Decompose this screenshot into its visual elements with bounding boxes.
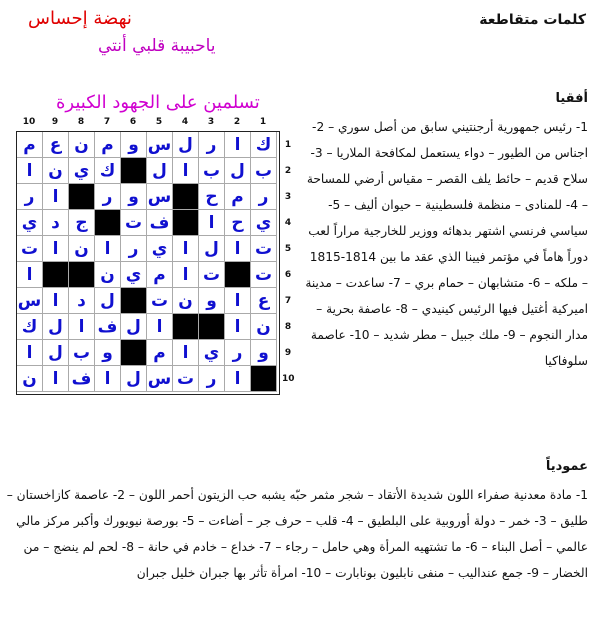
row-number: 10 — [282, 374, 295, 384]
letter-cell: م — [95, 132, 121, 158]
letter-cell: ل — [95, 288, 121, 314]
letter-cell: ن — [43, 158, 69, 184]
black-cell — [121, 288, 147, 314]
letter-cell: ا — [95, 366, 121, 392]
letter-cell: ا — [225, 236, 251, 262]
black-cell — [199, 314, 225, 340]
letter-cell: ك — [95, 158, 121, 184]
letter-cell: ل — [43, 314, 69, 340]
letter-cell: د — [43, 210, 69, 236]
letter-cell: ا — [225, 288, 251, 314]
row-number: 6 — [284, 270, 292, 280]
black-cell — [43, 262, 69, 288]
letter-cell: س — [17, 288, 43, 314]
letter-cell: ت — [121, 210, 147, 236]
letter-cell: ا — [43, 184, 69, 210]
letter-cell: ف — [69, 366, 95, 392]
column-number: 9 — [51, 117, 59, 127]
letter-cell: ر — [121, 236, 147, 262]
letter-cell: و — [251, 340, 277, 366]
black-cell — [173, 184, 199, 210]
letter-cell: ا — [225, 314, 251, 340]
letter-cell: ر — [199, 132, 225, 158]
black-cell — [225, 262, 251, 288]
letter-cell: ف — [95, 314, 121, 340]
letter-cell: ل — [121, 314, 147, 340]
column-number: 6 — [129, 117, 137, 127]
letter-cell: ن — [69, 132, 95, 158]
letter-cell: ر — [199, 366, 225, 392]
letter-cell: ع — [43, 132, 69, 158]
letter-cell: ب — [251, 158, 277, 184]
letter-cell: ي — [251, 210, 277, 236]
letter-cell: ل — [225, 158, 251, 184]
column-number: 10 — [22, 117, 36, 127]
letter-cell: ا — [17, 340, 43, 366]
column-number: 4 — [181, 117, 189, 127]
row-number: 1 — [284, 140, 292, 150]
letter-cell: ا — [173, 340, 199, 366]
row-number: 7 — [284, 296, 292, 306]
letter-cell: س — [147, 184, 173, 210]
row-number: 3 — [284, 192, 292, 202]
crossword-area — [8, 117, 296, 403]
letter-cell: ي — [199, 340, 225, 366]
letter-cell: و — [95, 340, 121, 366]
across-clues: 1- رئيس جمهورية أرجنتيني سابق من أصل سوري – 2- اجناس من الطيور – دواء يستعمل لمكافحة الملاريا – 3- سلاح قديم – حائط يلف القصر – مقياس أرضي للمساحة – 4- للمنادى – منظمة فلسطينية – حيوان أليف – 5- سياسي فرنسي اشتهر بدهائه ووزير للخارجية مراراً لعب دوراً هاماً في مؤتمر فيينا الذي عقد ما بين 1814-1815 – ملكه – 6- متشابهان – حمام بري – 7- ساعدت – مدينة اميركية أغتيل فيها الرئيس كينيدي – 8- عاصفة بحرية – مدار النجوم – 9- ملك جبيل – مطر شديد – 10- عاصمة سلوفاكيا — [305, 120, 588, 368]
letter-cell: ب — [69, 340, 95, 366]
black-cell — [251, 366, 277, 392]
signature-line-3: تسلمين على الجهود الكبيرة — [56, 92, 260, 113]
letter-cell: ي — [69, 158, 95, 184]
letter-cell: ت — [173, 366, 199, 392]
letter-cell: ك — [251, 132, 277, 158]
letter-cell: ا — [173, 236, 199, 262]
letter-cell: ن — [95, 262, 121, 288]
letter-cell: ل — [173, 132, 199, 158]
letter-cell: ن — [69, 236, 95, 262]
letter-cell: م — [17, 132, 43, 158]
row-number: 9 — [284, 348, 292, 358]
letter-cell: ن — [17, 366, 43, 392]
letter-cell: ن — [251, 314, 277, 340]
letter-cell: ي — [147, 236, 173, 262]
letter-cell: ت — [147, 288, 173, 314]
letter-cell: ا — [199, 210, 225, 236]
letter-cell: ل — [43, 340, 69, 366]
row-number: 8 — [284, 322, 292, 332]
letter-cell: ا — [173, 262, 199, 288]
column-number: 7 — [103, 117, 111, 127]
letter-cell: ي — [121, 262, 147, 288]
letter-cell: ر — [95, 184, 121, 210]
column-number: 8 — [77, 117, 85, 127]
letter-cell: د — [69, 288, 95, 314]
letter-cell: ت — [251, 262, 277, 288]
letter-cell: ع — [251, 288, 277, 314]
letter-cell: ن — [173, 288, 199, 314]
down-heading: عمودياً — [545, 459, 588, 474]
letter-cell: ي — [17, 210, 43, 236]
column-number: 2 — [233, 117, 241, 127]
letter-cell: س — [147, 366, 173, 392]
row-number: 5 — [284, 244, 292, 254]
letter-cell: ر — [17, 184, 43, 210]
column-number: 1 — [259, 117, 267, 127]
letter-cell: ل — [121, 366, 147, 392]
black-cell — [121, 158, 147, 184]
crossword-grid — [16, 131, 280, 395]
letter-cell: ا — [173, 158, 199, 184]
letter-cell: ا — [95, 236, 121, 262]
column-number: 3 — [207, 117, 215, 127]
letter-cell: ت — [199, 262, 225, 288]
down-clues: 1- مادة معدنية صفراء اللون شديدة الأتقاد – شجر مثمر حبّه يشبه حب الزيتون أحمر اللون – 2- عاصمة كازاخستان – طليق – 3- خمر – دولة أوروبية على البلطيق – 4- قلب – حرف جر – أضاءت – 5- بورصة نيويورك وأكبر مركز مالي عالمي – أصل البناء – 6- ما تشتهيه المرأة وهي حامل – رجاء – 7- خداع – خادم في حانة – 8- لحم لم ينضج – من الخضار – 9- جمع عنداليب – منفى نابليون بونابارت – 10- امرأة تأثر بها جبران خليل جبران — [6, 488, 588, 580]
letter-cell: و — [121, 132, 147, 158]
letter-cell: ا — [43, 288, 69, 314]
letter-cell: ر — [251, 184, 277, 210]
letter-cell: ا — [17, 158, 43, 184]
letter-cell: ت — [251, 236, 277, 262]
letter-cell: ا — [43, 366, 69, 392]
black-cell — [95, 210, 121, 236]
page-title: كلمات متقاطعة — [479, 12, 586, 28]
letter-cell: م — [147, 262, 173, 288]
black-cell — [121, 340, 147, 366]
letter-cell: ح — [225, 210, 251, 236]
letter-cell: ر — [225, 340, 251, 366]
letter-cell: ا — [43, 236, 69, 262]
letter-cell: ف — [147, 210, 173, 236]
letter-cell: ت — [17, 236, 43, 262]
row-number: 2 — [284, 166, 292, 176]
letter-cell: ا — [69, 314, 95, 340]
signature-line-2: ياحبيبة قلبي أنتي — [98, 36, 216, 56]
letter-cell: س — [147, 132, 173, 158]
letter-cell: ا — [225, 132, 251, 158]
letter-cell: ل — [147, 158, 173, 184]
letter-cell: ل — [199, 236, 225, 262]
row-number: 4 — [284, 218, 292, 228]
letter-cell: و — [199, 288, 225, 314]
letter-cell: و — [121, 184, 147, 210]
letter-cell: ا — [225, 366, 251, 392]
letter-cell: ك — [17, 314, 43, 340]
letter-cell: ج — [69, 210, 95, 236]
black-cell — [69, 262, 95, 288]
column-number: 5 — [155, 117, 163, 127]
black-cell — [173, 314, 199, 340]
letter-cell: ا — [147, 314, 173, 340]
letter-cell: م — [147, 340, 173, 366]
letter-cell: م — [225, 184, 251, 210]
black-cell — [173, 210, 199, 236]
letter-cell: ب — [199, 158, 225, 184]
across-heading: أفقيا — [555, 91, 588, 106]
letter-cell: ا — [17, 262, 43, 288]
letter-cell: ح — [199, 184, 225, 210]
black-cell — [69, 184, 95, 210]
signature-line-1: نهضة إحساس — [28, 8, 132, 29]
